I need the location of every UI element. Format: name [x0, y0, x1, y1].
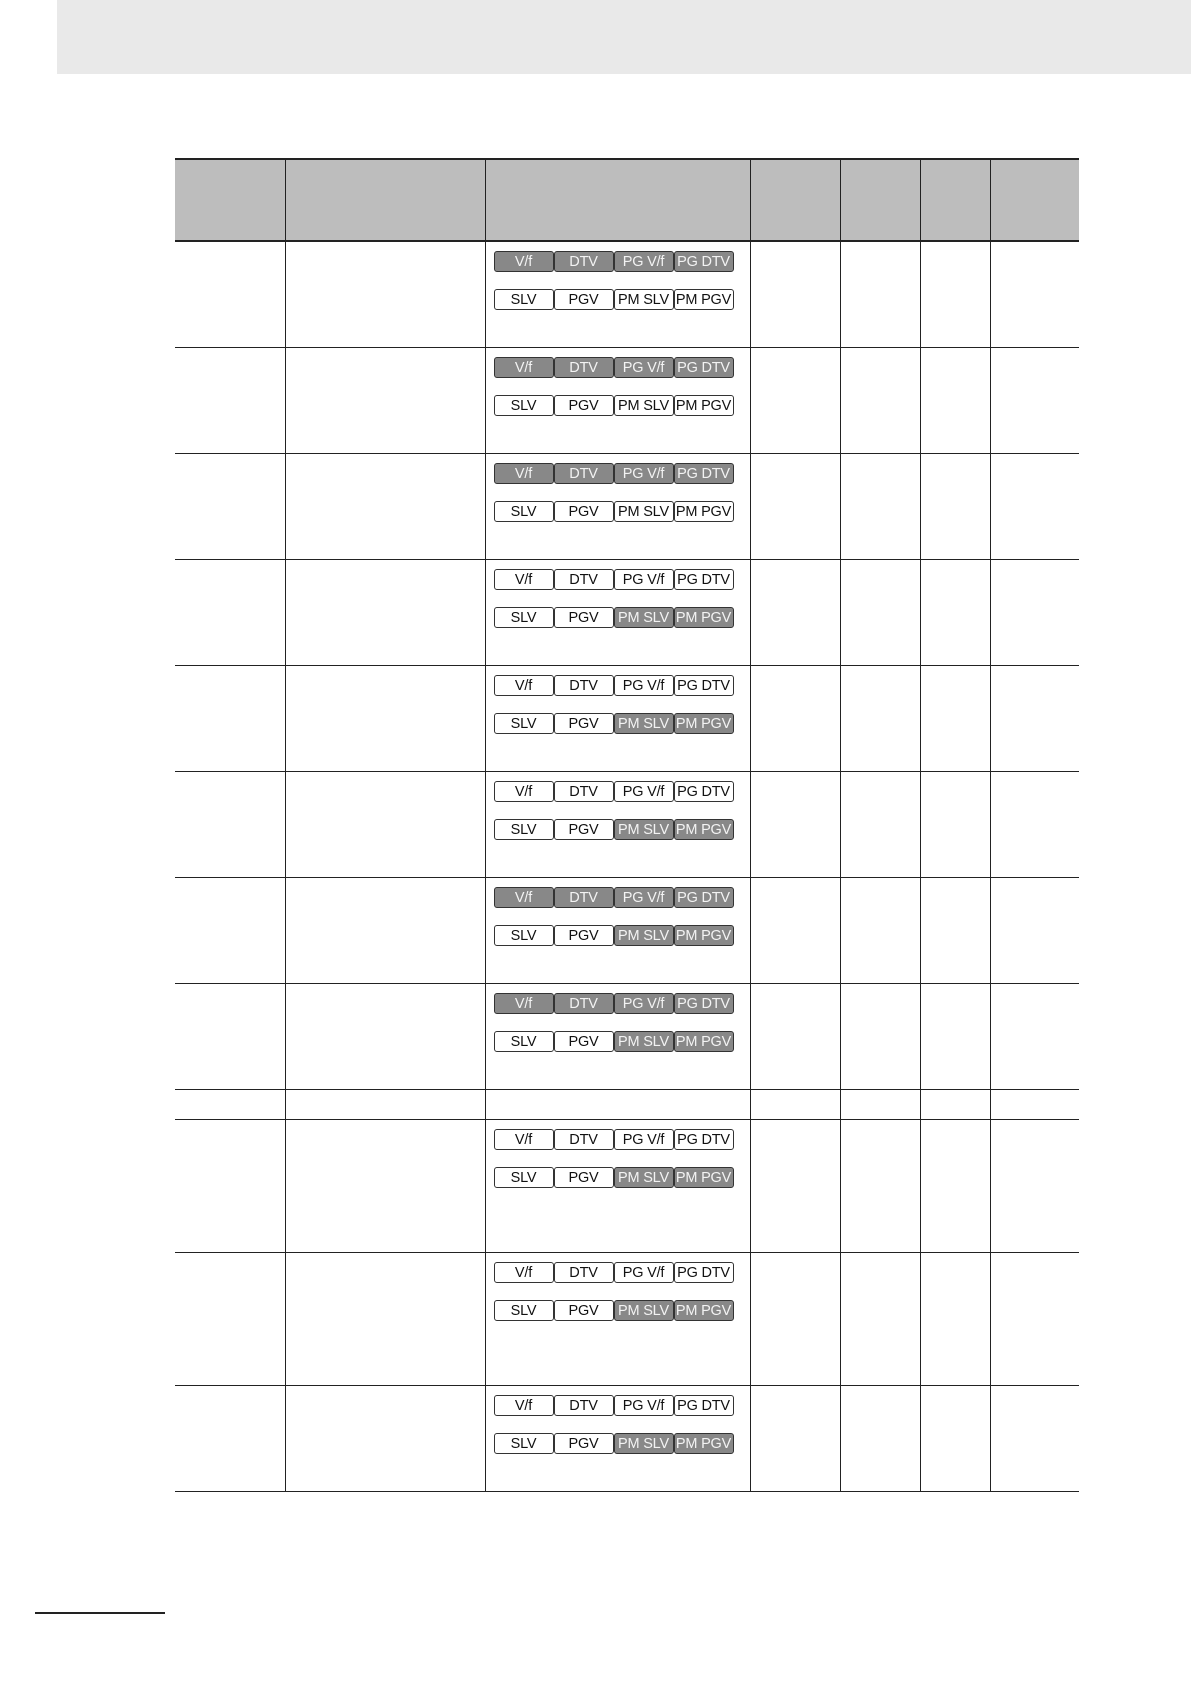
mode-badge: PM PGV — [674, 819, 734, 840]
table-cell — [175, 878, 285, 984]
header-cell — [840, 159, 920, 241]
mode-badge: PG DTV — [674, 887, 734, 908]
control-mode-cell — [485, 1386, 750, 1492]
table-cell — [990, 666, 1079, 772]
mode-badge: PM SLV — [614, 395, 674, 416]
control-mode-cell — [485, 666, 750, 772]
mode-badge-row — [494, 1167, 750, 1188]
table-cell — [750, 1090, 840, 1120]
mode-badge: PM SLV — [614, 1300, 674, 1321]
table-cell — [285, 1253, 485, 1386]
table-cell — [920, 1386, 990, 1492]
mode-badge: DTV — [554, 357, 614, 378]
mode-badge: DTV — [554, 569, 614, 590]
table-cell — [990, 984, 1079, 1090]
mode-badge: DTV — [554, 993, 614, 1014]
table-cell — [750, 454, 840, 560]
control-mode-cell — [485, 348, 750, 454]
table-header-row — [175, 159, 1079, 241]
mode-badge: PM PGV — [674, 289, 734, 310]
header-cell — [990, 159, 1079, 241]
table-cell — [175, 984, 285, 1090]
mode-badge: V/f — [494, 463, 554, 484]
mode-badge: DTV — [554, 781, 614, 802]
table-cell — [840, 772, 920, 878]
mode-badge: PM SLV — [614, 501, 674, 522]
table-cell — [840, 241, 920, 348]
mode-badge: SLV — [494, 1167, 554, 1188]
mode-badge: PM SLV — [614, 819, 674, 840]
mode-badge: PG V/f — [614, 463, 674, 484]
control-mode-cell — [485, 454, 750, 560]
control-mode-badges — [486, 1120, 750, 1188]
table-row — [175, 1090, 1079, 1120]
mode-badge-row — [494, 993, 750, 1014]
mode-badge: SLV — [494, 925, 554, 946]
mode-badge: PGV — [554, 1433, 614, 1454]
table-cell — [840, 1386, 920, 1492]
mode-badge: PG DTV — [674, 993, 734, 1014]
mode-badge-row — [494, 1262, 750, 1283]
table-cell — [175, 1386, 285, 1492]
mode-badge: PGV — [554, 501, 614, 522]
mode-badge: PG DTV — [674, 463, 734, 484]
table-cell — [840, 984, 920, 1090]
table-cell — [750, 1253, 840, 1386]
mode-badge-row — [494, 819, 750, 840]
mode-badge: V/f — [494, 887, 554, 908]
table-cell — [285, 772, 485, 878]
table-cell — [990, 878, 1079, 984]
mode-badge: PG DTV — [674, 1395, 734, 1416]
mode-badge: DTV — [554, 887, 614, 908]
table-cell — [285, 560, 485, 666]
mode-badge: DTV — [554, 1395, 614, 1416]
table-cell — [285, 1120, 485, 1253]
mode-badge: DTV — [554, 1129, 614, 1150]
mode-badge: V/f — [494, 993, 554, 1014]
table-row — [175, 1120, 1079, 1253]
mode-badge: PG V/f — [614, 781, 674, 802]
control-mode-cell — [485, 984, 750, 1090]
table-cell — [840, 666, 920, 772]
table-cell — [175, 1090, 285, 1120]
table-cell — [920, 772, 990, 878]
table-row — [175, 1253, 1079, 1386]
control-mode-badges — [486, 666, 750, 734]
table-cell — [990, 1090, 1079, 1120]
control-mode-badges — [486, 878, 750, 946]
control-mode-badges — [486, 454, 750, 522]
control-mode-cell — [485, 560, 750, 666]
mode-badge: PM PGV — [674, 925, 734, 946]
table-row — [175, 454, 1079, 560]
table-cell — [920, 984, 990, 1090]
table-cell — [750, 241, 840, 348]
control-mode-cell — [485, 1120, 750, 1253]
page-header-band — [57, 0, 1191, 74]
mode-badge: V/f — [494, 357, 554, 378]
mode-badge-row — [494, 781, 750, 802]
header-cell — [285, 159, 485, 241]
table-cell — [285, 984, 485, 1090]
table-cell — [750, 878, 840, 984]
mode-badge: PGV — [554, 289, 614, 310]
mode-badge: V/f — [494, 569, 554, 590]
table-cell — [990, 348, 1079, 454]
mode-badge-row — [494, 395, 750, 416]
table-cell — [990, 1253, 1079, 1386]
table-cell — [920, 241, 990, 348]
mode-badge-row — [494, 925, 750, 946]
mode-badge: PGV — [554, 1300, 614, 1321]
table-cell — [285, 878, 485, 984]
mode-badge-row — [494, 607, 750, 628]
header-cell — [485, 159, 750, 241]
mode-badge: PGV — [554, 925, 614, 946]
mode-badge: PG DTV — [674, 781, 734, 802]
mode-badge: PM SLV — [614, 925, 674, 946]
mode-badge-row — [494, 569, 750, 590]
mode-badge-row — [494, 1395, 750, 1416]
mode-badge: V/f — [494, 675, 554, 696]
table-cell — [285, 666, 485, 772]
table-cell — [920, 348, 990, 454]
table-cell — [175, 1120, 285, 1253]
header-cell — [750, 159, 840, 241]
mode-badge: DTV — [554, 463, 614, 484]
mode-badge: PM SLV — [614, 713, 674, 734]
table-cell — [285, 1090, 485, 1120]
control-mode-cell — [485, 1090, 750, 1120]
control-mode-badges — [486, 984, 750, 1052]
table-row — [175, 984, 1079, 1090]
mode-badge: PG DTV — [674, 357, 734, 378]
mode-badge-row — [494, 501, 750, 522]
mode-badge: V/f — [494, 1395, 554, 1416]
mode-badge-row — [494, 1129, 750, 1150]
mode-badge: V/f — [494, 1262, 554, 1283]
mode-badge: PGV — [554, 1167, 614, 1188]
mode-badge: PG V/f — [614, 1395, 674, 1416]
table-cell — [840, 878, 920, 984]
control-mode-badges — [486, 1386, 750, 1454]
mode-badge: PGV — [554, 395, 614, 416]
mode-badge-row — [494, 251, 750, 272]
mode-badge: PM PGV — [674, 1300, 734, 1321]
mode-badge: PG V/f — [614, 251, 674, 272]
control-mode-cell — [485, 772, 750, 878]
control-mode-badges — [486, 772, 750, 840]
table-cell — [285, 241, 485, 348]
mode-badge: DTV — [554, 1262, 614, 1283]
table-cell — [175, 454, 285, 560]
mode-badge: PM PGV — [674, 1433, 734, 1454]
table-cell — [840, 1253, 920, 1386]
mode-badge: PG DTV — [674, 569, 734, 590]
table-row — [175, 878, 1079, 984]
mode-badge-row — [494, 357, 750, 378]
table-cell — [840, 1090, 920, 1120]
mode-badge-row — [494, 713, 750, 734]
mode-badge: SLV — [494, 1300, 554, 1321]
mode-badge: PG V/f — [614, 993, 674, 1014]
mode-badge: PG DTV — [674, 1262, 734, 1283]
mode-badge: SLV — [494, 607, 554, 628]
mode-badge-row — [494, 463, 750, 484]
mode-badge-row — [494, 1031, 750, 1052]
table-cell — [750, 1120, 840, 1253]
control-mode-cell — [485, 878, 750, 984]
footer-rule — [35, 1612, 165, 1614]
table-row — [175, 772, 1079, 878]
table-cell — [750, 560, 840, 666]
control-mode-badges — [486, 560, 750, 628]
control-mode-cell — [485, 1253, 750, 1386]
table-cell — [920, 1120, 990, 1253]
table-cell — [285, 454, 485, 560]
mode-badge: V/f — [494, 781, 554, 802]
header-cell — [920, 159, 990, 241]
table-cell — [990, 1386, 1079, 1492]
mode-badge: V/f — [494, 251, 554, 272]
mode-badge-row — [494, 887, 750, 908]
mode-badge: PG V/f — [614, 1129, 674, 1150]
mode-badge: SLV — [494, 501, 554, 522]
mode-badge: DTV — [554, 675, 614, 696]
table-cell — [920, 1090, 990, 1120]
mode-badge: PGV — [554, 607, 614, 628]
mode-badge: PM SLV — [614, 289, 674, 310]
table-row — [175, 241, 1079, 348]
mode-badge: PM SLV — [614, 1167, 674, 1188]
table-cell — [175, 772, 285, 878]
mode-badge-row — [494, 1433, 750, 1454]
header-cell — [175, 159, 285, 241]
mode-badge: PG DTV — [674, 251, 734, 272]
table-row — [175, 560, 1079, 666]
mode-badge: PGV — [554, 819, 614, 840]
mode-badge: PM PGV — [674, 1167, 734, 1188]
mode-badge: PG V/f — [614, 887, 674, 908]
table-cell — [750, 1386, 840, 1492]
control-mode-badges — [486, 1253, 750, 1321]
mode-badge-row — [494, 1300, 750, 1321]
mode-badge: PM PGV — [674, 395, 734, 416]
mode-badge: PG V/f — [614, 569, 674, 590]
table-cell — [920, 454, 990, 560]
table-cell — [990, 1120, 1079, 1253]
control-mode-badges — [486, 348, 750, 416]
mode-badge: DTV — [554, 251, 614, 272]
mode-badge-row — [494, 289, 750, 310]
mode-badge: PM PGV — [674, 1031, 734, 1052]
table-cell — [990, 772, 1079, 878]
table-cell — [840, 1120, 920, 1253]
mode-badge: PGV — [554, 1031, 614, 1052]
mode-badge-row — [494, 675, 750, 696]
table-cell — [175, 241, 285, 348]
mode-badge: SLV — [494, 395, 554, 416]
table-cell — [285, 348, 485, 454]
table-cell — [840, 454, 920, 560]
mode-badge: PG V/f — [614, 675, 674, 696]
mode-badge: SLV — [494, 1031, 554, 1052]
table-cell — [175, 666, 285, 772]
mode-badge: V/f — [494, 1129, 554, 1150]
mode-badge: PM PGV — [674, 501, 734, 522]
table-cell — [750, 984, 840, 1090]
mode-badge: PM SLV — [614, 1433, 674, 1454]
table-cell — [750, 348, 840, 454]
table-row — [175, 666, 1079, 772]
mode-badge: PM PGV — [674, 713, 734, 734]
table-row — [175, 348, 1079, 454]
table-cell — [990, 241, 1079, 348]
mode-badge: SLV — [494, 713, 554, 734]
mode-badge: PGV — [554, 713, 614, 734]
mode-badge: PG V/f — [614, 357, 674, 378]
table-cell — [750, 666, 840, 772]
mode-badge: PG DTV — [674, 1129, 734, 1150]
parameter-table — [175, 158, 1079, 1492]
mode-badge: SLV — [494, 289, 554, 310]
mode-badge: SLV — [494, 1433, 554, 1454]
table-cell — [285, 1386, 485, 1492]
table-cell — [990, 560, 1079, 666]
table-row — [175, 1386, 1079, 1492]
control-mode-cell — [485, 241, 750, 348]
mode-badge: PM SLV — [614, 1031, 674, 1052]
mode-badge: PM SLV — [614, 607, 674, 628]
table-body — [175, 241, 1079, 1492]
table-cell — [175, 1253, 285, 1386]
table-cell — [750, 772, 840, 878]
table-cell — [990, 454, 1079, 560]
table-cell — [175, 348, 285, 454]
mode-badge: SLV — [494, 819, 554, 840]
table-cell — [920, 666, 990, 772]
control-mode-badges — [486, 242, 750, 310]
mode-badge: PG V/f — [614, 1262, 674, 1283]
table-cell — [840, 348, 920, 454]
mode-badge: PG DTV — [674, 675, 734, 696]
table-cell — [920, 560, 990, 666]
table-cell — [920, 1253, 990, 1386]
table-cell — [920, 878, 990, 984]
mode-badge: PM PGV — [674, 607, 734, 628]
table-cell — [840, 560, 920, 666]
table-cell — [175, 560, 285, 666]
